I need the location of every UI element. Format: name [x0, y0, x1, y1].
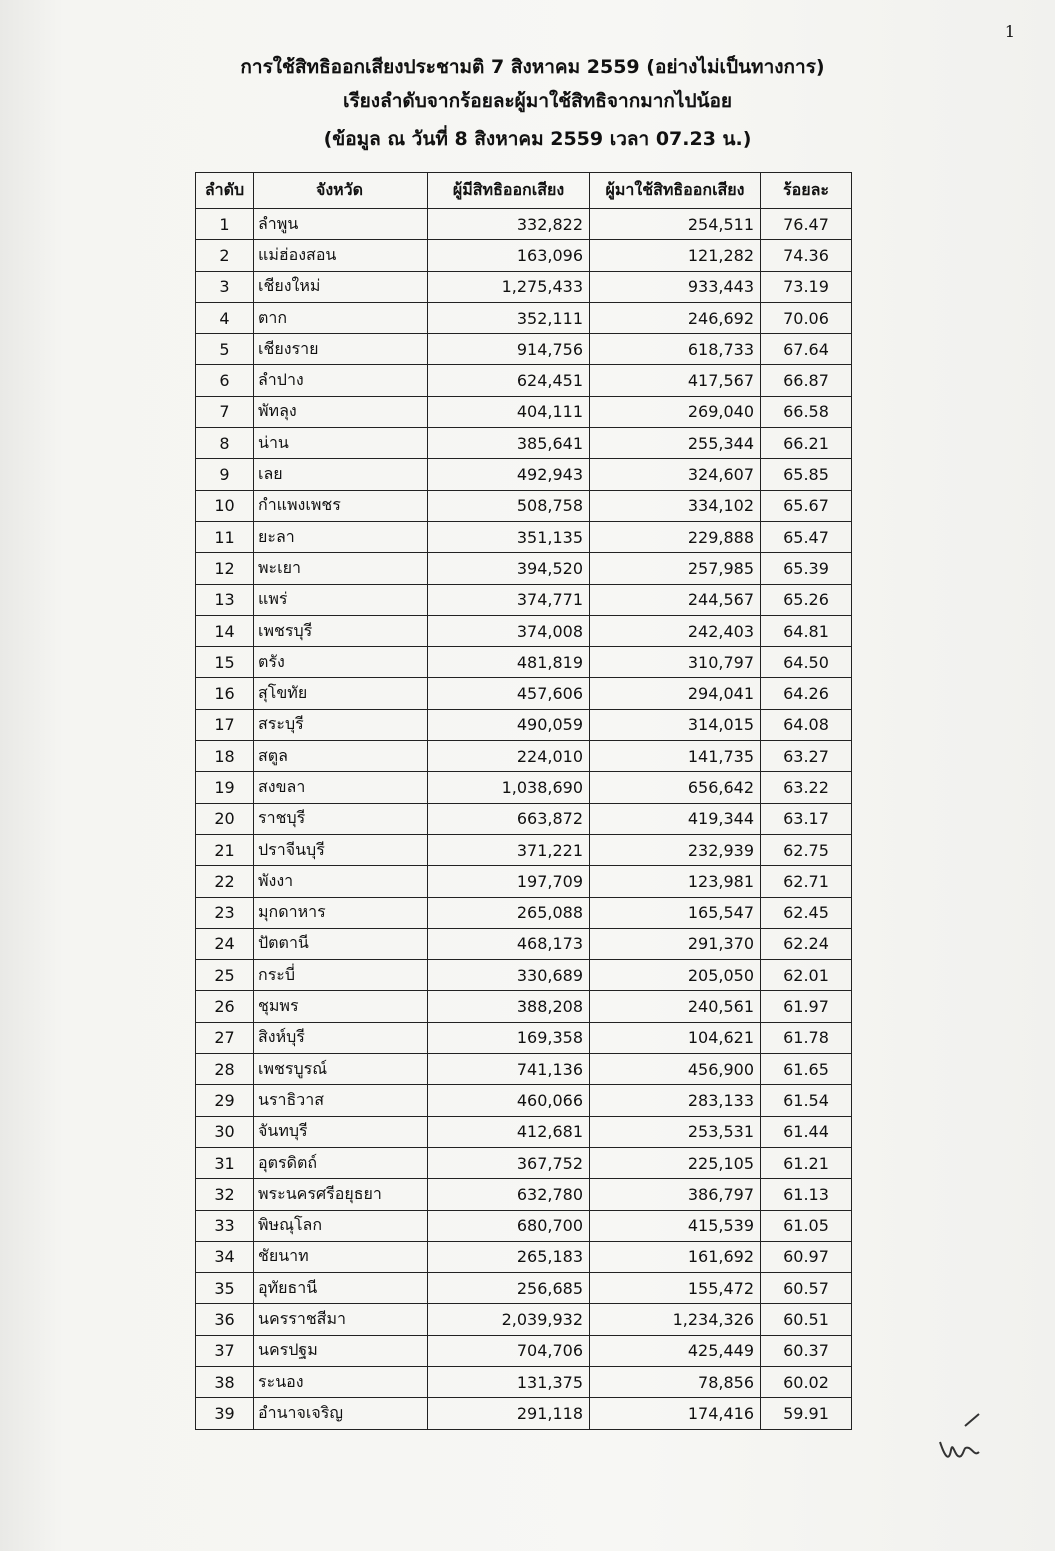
cell-voters: 232,939: [590, 834, 761, 865]
cell-eligible: 1,038,690: [428, 772, 590, 803]
cell-eligible: 508,758: [428, 490, 590, 521]
header-percent: ร้อยละ: [761, 173, 852, 209]
cell-rank: 15: [196, 647, 254, 678]
cell-voters: 618,733: [590, 334, 761, 365]
cell-percent: 64.81: [761, 615, 852, 646]
table-row: [196, 209, 852, 240]
cell-province: เพชรบุรี: [254, 615, 428, 646]
cell-percent: 61.21: [761, 1147, 852, 1178]
cell-province: ชัยนาท: [254, 1241, 428, 1272]
cell-percent: 64.26: [761, 678, 852, 709]
cell-rank: 14: [196, 615, 254, 646]
cell-percent: 61.13: [761, 1179, 852, 1210]
cell-eligible: 663,872: [428, 803, 590, 834]
cell-eligible: 388,208: [428, 991, 590, 1022]
table-row: [196, 1147, 852, 1178]
cell-voters: 456,900: [590, 1054, 761, 1085]
cell-province: สตูล: [254, 741, 428, 772]
cell-province: แม่ฮ่องสอน: [254, 240, 428, 271]
cell-percent: 63.22: [761, 772, 852, 803]
cell-rank: 37: [196, 1335, 254, 1366]
cell-voters: 415,539: [590, 1210, 761, 1241]
cell-percent: 60.37: [761, 1335, 852, 1366]
cell-eligible: 265,183: [428, 1241, 590, 1272]
cell-rank: 26: [196, 991, 254, 1022]
cell-percent: 74.36: [761, 240, 852, 271]
cell-rank: 5: [196, 334, 254, 365]
cell-eligible: 704,706: [428, 1335, 590, 1366]
cell-rank: 27: [196, 1022, 254, 1053]
cell-province: นครปฐม: [254, 1335, 428, 1366]
cell-percent: 64.08: [761, 709, 852, 740]
cell-voters: 419,344: [590, 803, 761, 834]
cell-voters: 165,547: [590, 897, 761, 928]
cell-rank: 32: [196, 1179, 254, 1210]
cell-province: ราชบุรี: [254, 803, 428, 834]
cell-percent: 62.01: [761, 960, 852, 991]
table-row: [196, 834, 852, 865]
title-line-2: เรียงลำดับจากร้อยละผู้มาใช้สิทธิจากมากไปน้อย: [342, 90, 733, 112]
cell-voters: 123,981: [590, 866, 761, 897]
cell-rank: 31: [196, 1147, 254, 1178]
cell-eligible: 163,096: [428, 240, 590, 271]
table-body: [196, 209, 852, 1430]
cell-province: เลย: [254, 459, 428, 490]
cell-eligible: 351,135: [428, 521, 590, 552]
cell-voters: 244,567: [590, 584, 761, 615]
cell-percent: 62.24: [761, 928, 852, 959]
cell-eligible: 741,136: [428, 1054, 590, 1085]
cell-rank: 28: [196, 1054, 254, 1085]
table-row: [196, 1085, 852, 1116]
cell-percent: 64.50: [761, 647, 852, 678]
cell-percent: 63.17: [761, 803, 852, 834]
table-row: [196, 897, 852, 928]
cell-voters: 933,443: [590, 271, 761, 302]
cell-voters: 656,642: [590, 772, 761, 803]
cell-voters: 246,692: [590, 302, 761, 333]
cell-province: อุทัยธานี: [254, 1273, 428, 1304]
table-row: [196, 772, 852, 803]
cell-eligible: 624,451: [428, 365, 590, 396]
cell-voters: 324,607: [590, 459, 761, 490]
turnout-table: [195, 172, 852, 1430]
cell-voters: 254,511: [590, 209, 761, 240]
document-titles: [0, 50, 1055, 156]
cell-voters: 314,015: [590, 709, 761, 740]
cell-eligible: 352,111: [428, 302, 590, 333]
handwritten-mark: [935, 1412, 985, 1472]
cell-province: สุโขทัย: [254, 678, 428, 709]
cell-percent: 61.54: [761, 1085, 852, 1116]
table-row: [196, 428, 852, 459]
cell-voters: 294,041: [590, 678, 761, 709]
cell-rank: 2: [196, 240, 254, 271]
table-row: [196, 1273, 852, 1304]
table-row: [196, 615, 852, 646]
cell-eligible: 131,375: [428, 1366, 590, 1397]
cell-province: อำนาจเจริญ: [254, 1398, 428, 1429]
cell-voters: 155,472: [590, 1273, 761, 1304]
table-row: [196, 1116, 852, 1147]
cell-percent: 66.58: [761, 396, 852, 427]
cell-rank: 6: [196, 365, 254, 396]
cell-province: สงขลา: [254, 772, 428, 803]
cell-province: ตรัง: [254, 647, 428, 678]
cell-eligible: 2,039,932: [428, 1304, 590, 1335]
header-eligible: ผู้มีสิทธิออกเสียง: [428, 173, 590, 209]
cell-voters: 417,567: [590, 365, 761, 396]
cell-voters: 283,133: [590, 1085, 761, 1116]
cell-province: ยะลา: [254, 521, 428, 552]
cell-voters: 205,050: [590, 960, 761, 991]
cell-province: ปราจีนบุรี: [254, 834, 428, 865]
cell-voters: 104,621: [590, 1022, 761, 1053]
cell-rank: 30: [196, 1116, 254, 1147]
cell-province: นราธิวาส: [254, 1085, 428, 1116]
cell-rank: 25: [196, 960, 254, 991]
cell-voters: 253,531: [590, 1116, 761, 1147]
cell-province: พัทลุง: [254, 396, 428, 427]
table-row: [196, 271, 852, 302]
table-row: [196, 928, 852, 959]
cell-rank: 12: [196, 553, 254, 584]
cell-eligible: 224,010: [428, 741, 590, 772]
header-rank: ลำดับ: [196, 173, 254, 209]
table-row: [196, 302, 852, 333]
cell-percent: 61.97: [761, 991, 852, 1022]
cell-percent: 70.06: [761, 302, 852, 333]
cell-voters: 242,403: [590, 615, 761, 646]
cell-rank: 21: [196, 834, 254, 865]
cell-voters: 240,561: [590, 991, 761, 1022]
cell-rank: 35: [196, 1273, 254, 1304]
cell-voters: 1,234,326: [590, 1304, 761, 1335]
cell-voters: 174,416: [590, 1398, 761, 1429]
cell-eligible: 371,221: [428, 834, 590, 865]
table-row: [196, 1241, 852, 1272]
cell-percent: 59.91: [761, 1398, 852, 1429]
cell-percent: 62.75: [761, 834, 852, 865]
table-row: [196, 1304, 852, 1335]
cell-voters: 141,735: [590, 741, 761, 772]
cell-rank: 22: [196, 866, 254, 897]
cell-province: สระบุรี: [254, 709, 428, 740]
cell-province: กำแพงเพชร: [254, 490, 428, 521]
cell-eligible: 412,681: [428, 1116, 590, 1147]
cell-percent: 63.27: [761, 741, 852, 772]
cell-percent: 61.44: [761, 1116, 852, 1147]
cell-province: พังงา: [254, 866, 428, 897]
cell-rank: 13: [196, 584, 254, 615]
cell-voters: 425,449: [590, 1335, 761, 1366]
cell-voters: 386,797: [590, 1179, 761, 1210]
cell-province: ลำพูน: [254, 209, 428, 240]
cell-province: อุตรดิตถ์: [254, 1147, 428, 1178]
cell-rank: 33: [196, 1210, 254, 1241]
cell-voters: 161,692: [590, 1241, 761, 1272]
table-row: [196, 1179, 852, 1210]
cell-eligible: 490,059: [428, 709, 590, 740]
cell-eligible: 914,756: [428, 334, 590, 365]
cell-rank: 10: [196, 490, 254, 521]
cell-percent: 65.85: [761, 459, 852, 490]
cell-percent: 65.67: [761, 490, 852, 521]
cell-province: ปัตตานี: [254, 928, 428, 959]
cell-province: นครราชสีมา: [254, 1304, 428, 1335]
cell-province: ระนอง: [254, 1366, 428, 1397]
table-row: [196, 803, 852, 834]
table-row: [196, 490, 852, 521]
header-voters: ผู้มาใช้สิทธิออกเสียง: [590, 173, 761, 209]
table-row: [196, 1335, 852, 1366]
cell-voters: 78,856: [590, 1366, 761, 1397]
cell-rank: 34: [196, 1241, 254, 1272]
cell-voters: 334,102: [590, 490, 761, 521]
cell-percent: 65.26: [761, 584, 852, 615]
cell-eligible: 367,752: [428, 1147, 590, 1178]
cell-eligible: 374,008: [428, 615, 590, 646]
cell-eligible: 1,275,433: [428, 271, 590, 302]
table-row: [196, 365, 852, 396]
cell-percent: 60.02: [761, 1366, 852, 1397]
cell-percent: 66.87: [761, 365, 852, 396]
cell-rank: 17: [196, 709, 254, 740]
cell-voters: 291,370: [590, 928, 761, 959]
cell-percent: 65.39: [761, 553, 852, 584]
cell-province: จันทบุรี: [254, 1116, 428, 1147]
cell-percent: 66.21: [761, 428, 852, 459]
cell-eligible: 468,173: [428, 928, 590, 959]
cell-percent: 60.51: [761, 1304, 852, 1335]
table-row: [196, 1022, 852, 1053]
cell-voters: 255,344: [590, 428, 761, 459]
cell-eligible: 332,822: [428, 209, 590, 240]
cell-province: ชุมพร: [254, 991, 428, 1022]
cell-province: เชียงใหม่: [254, 271, 428, 302]
title-line-1: การใช้สิทธิออกเสียงประชามติ 7 สิงหาคม 2559 (อย่างไม่เป็นทางการ): [240, 56, 825, 78]
cell-voters: 310,797: [590, 647, 761, 678]
cell-voters: 225,105: [590, 1147, 761, 1178]
table-header-row: [196, 173, 852, 209]
table-row: [196, 960, 852, 991]
cell-rank: 36: [196, 1304, 254, 1335]
table-row: [196, 459, 852, 490]
cell-eligible: 256,685: [428, 1273, 590, 1304]
table-row: [196, 240, 852, 271]
cell-eligible: 394,520: [428, 553, 590, 584]
cell-rank: 1: [196, 209, 254, 240]
cell-voters: 121,282: [590, 240, 761, 271]
cell-rank: 23: [196, 897, 254, 928]
cell-rank: 8: [196, 428, 254, 459]
cell-rank: 11: [196, 521, 254, 552]
page-number: 1: [1004, 22, 1015, 41]
cell-eligible: 680,700: [428, 1210, 590, 1241]
cell-percent: 61.05: [761, 1210, 852, 1241]
cell-percent: 60.57: [761, 1273, 852, 1304]
table-row: [196, 741, 852, 772]
cell-eligible: 374,771: [428, 584, 590, 615]
cell-province: พะเยา: [254, 553, 428, 584]
cell-rank: 39: [196, 1398, 254, 1429]
cell-province: พระนครศรีอยุธยา: [254, 1179, 428, 1210]
table-row: [196, 553, 852, 584]
cell-eligible: 330,689: [428, 960, 590, 991]
cell-eligible: 197,709: [428, 866, 590, 897]
cell-percent: 61.78: [761, 1022, 852, 1053]
cell-rank: 7: [196, 396, 254, 427]
table-row: [196, 991, 852, 1022]
table-row: [196, 1210, 852, 1241]
cell-rank: 20: [196, 803, 254, 834]
cell-province: ลำปาง: [254, 365, 428, 396]
cell-rank: 38: [196, 1366, 254, 1397]
cell-eligible: 460,066: [428, 1085, 590, 1116]
cell-rank: 19: [196, 772, 254, 803]
table-row: [196, 1366, 852, 1397]
cell-eligible: 265,088: [428, 897, 590, 928]
cell-eligible: 404,111: [428, 396, 590, 427]
cell-voters: 269,040: [590, 396, 761, 427]
cell-rank: 9: [196, 459, 254, 490]
cell-province: มุกดาหาร: [254, 897, 428, 928]
cell-eligible: 385,641: [428, 428, 590, 459]
cell-rank: 24: [196, 928, 254, 959]
table-row: [196, 709, 852, 740]
cell-province: กระบี่: [254, 960, 428, 991]
header-province: จังหวัด: [254, 173, 428, 209]
cell-percent: 61.65: [761, 1054, 852, 1085]
cell-rank: 4: [196, 302, 254, 333]
cell-rank: 3: [196, 271, 254, 302]
cell-rank: 29: [196, 1085, 254, 1116]
cell-province: ตาก: [254, 302, 428, 333]
cell-percent: 76.47: [761, 209, 852, 240]
table-row: [196, 521, 852, 552]
table-row: [196, 1398, 852, 1429]
cell-province: เพชรบูรณ์: [254, 1054, 428, 1085]
table-row: [196, 1054, 852, 1085]
cell-province: แพร่: [254, 584, 428, 615]
cell-eligible: 632,780: [428, 1179, 590, 1210]
cell-eligible: 492,943: [428, 459, 590, 490]
cell-percent: 65.47: [761, 521, 852, 552]
table-row: [196, 647, 852, 678]
table-row: [196, 396, 852, 427]
cell-voters: 257,985: [590, 553, 761, 584]
cell-voters: 229,888: [590, 521, 761, 552]
cell-percent: 60.97: [761, 1241, 852, 1272]
cell-percent: 67.64: [761, 334, 852, 365]
cell-percent: 62.45: [761, 897, 852, 928]
cell-province: น่าน: [254, 428, 428, 459]
table-row: [196, 866, 852, 897]
title-line-3: (ข้อมูล ณ วันที่ 8 สิงหาคม 2559 เวลา 07.23 น.): [323, 128, 752, 150]
table-row: [196, 678, 852, 709]
cell-province: สิงห์บุรี: [254, 1022, 428, 1053]
cell-percent: 62.71: [761, 866, 852, 897]
cell-eligible: 291,118: [428, 1398, 590, 1429]
cell-province: เชียงราย: [254, 334, 428, 365]
cell-eligible: 169,358: [428, 1022, 590, 1053]
cell-province: พิษณุโลก: [254, 1210, 428, 1241]
cell-eligible: 457,606: [428, 678, 590, 709]
cell-percent: 73.19: [761, 271, 852, 302]
cell-eligible: 481,819: [428, 647, 590, 678]
cell-rank: 18: [196, 741, 254, 772]
table-row: [196, 584, 852, 615]
table-row: [196, 334, 852, 365]
cell-rank: 16: [196, 678, 254, 709]
